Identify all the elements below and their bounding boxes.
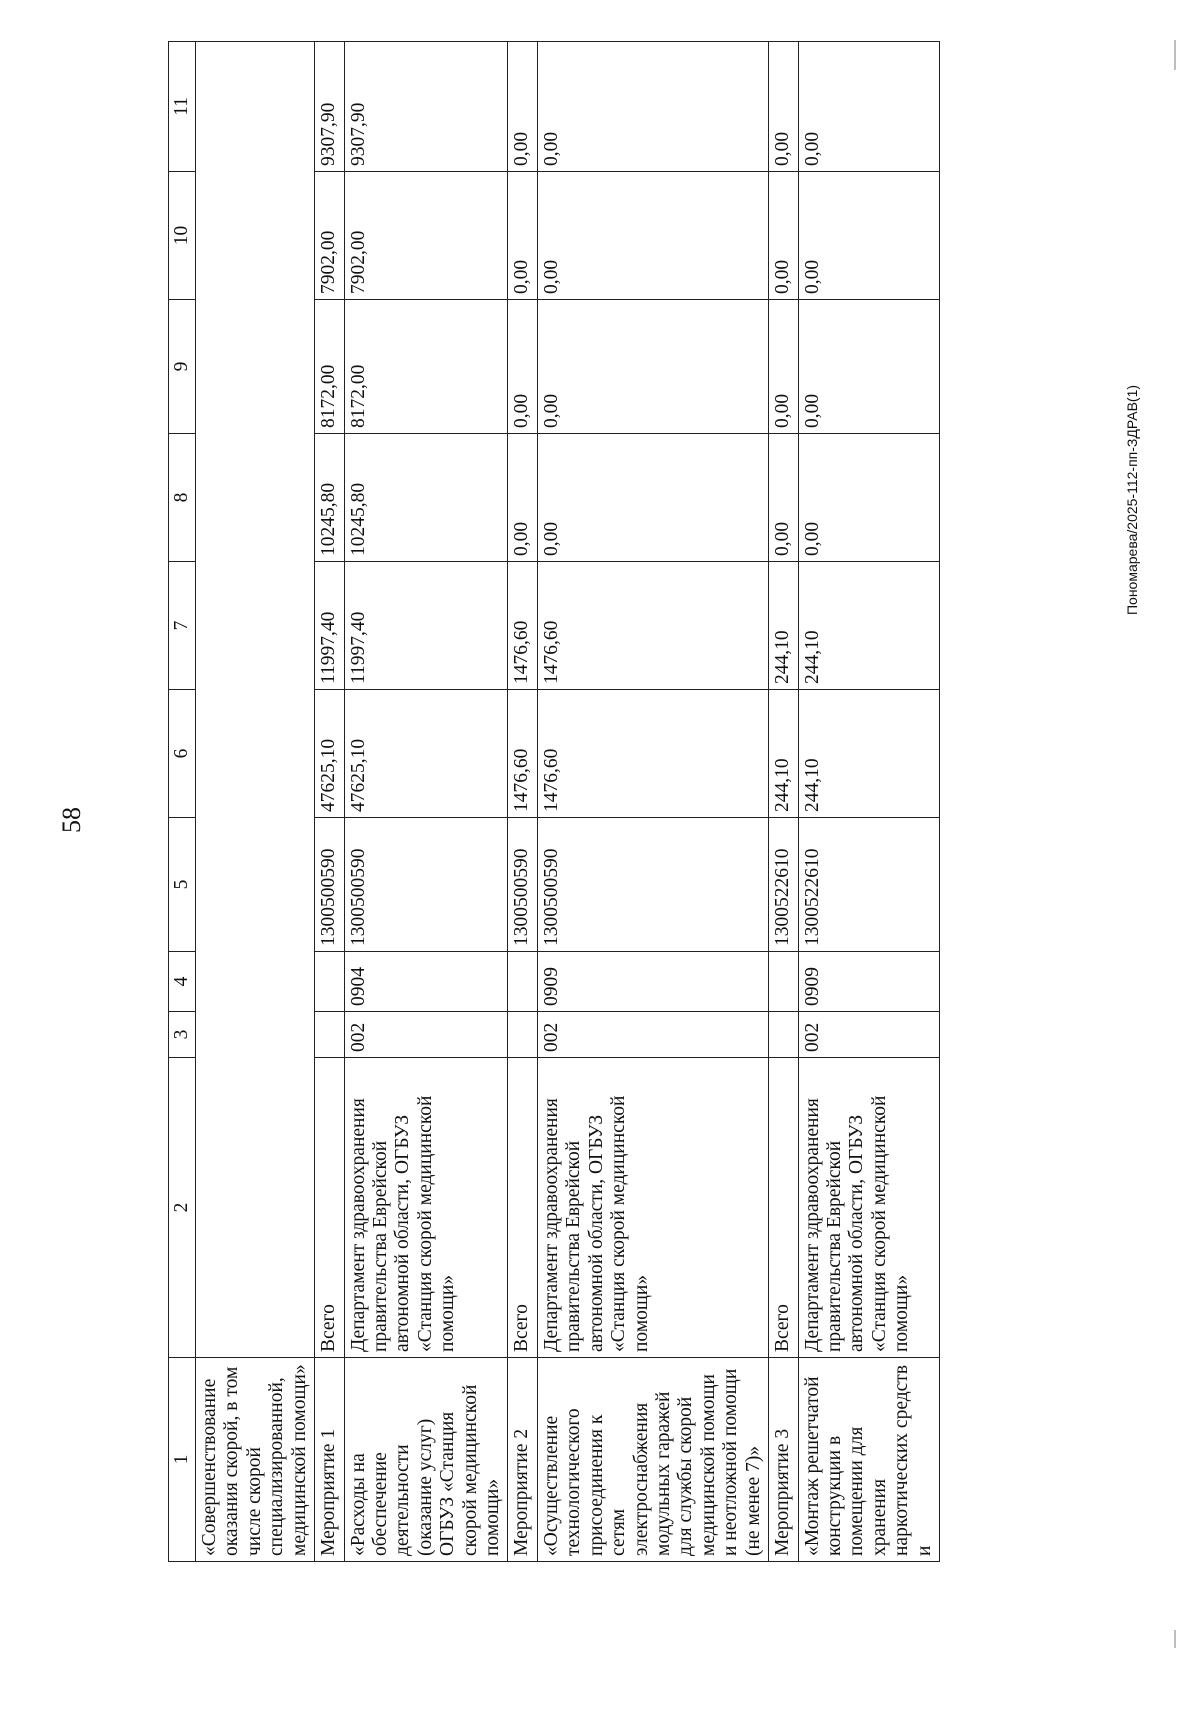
table-cell: 1476,60 [508, 690, 537, 818]
table-cell: 8172,00 [344, 300, 508, 434]
column-header: 6 [169, 690, 196, 818]
table-cell: 11997,40 [344, 562, 508, 690]
table-cell: 9307,90 [315, 42, 344, 172]
section-title-cell: «Совершенствование оказания скорой, в том числе скорой специализированной, медицинской помощи» [196, 1358, 315, 1562]
rotated-table-container [168, 42, 1104, 1562]
column-header: 11 [169, 42, 196, 172]
table-row-detail [537, 42, 768, 1562]
table-cell: 0,00 [508, 434, 537, 562]
column-header: 10 [169, 172, 196, 300]
table-cell: 1300500590 [344, 818, 508, 952]
table-cell: 1476,60 [537, 690, 768, 818]
table-cell: 0,00 [508, 172, 537, 300]
table-cell: Мероприятие 2 [508, 1358, 537, 1562]
table-cell: 0909 [537, 952, 768, 1012]
table-row-title [196, 42, 315, 1562]
table-cell: 244,10 [769, 690, 798, 818]
table-cell: 244,10 [769, 562, 798, 690]
table-cell: 1476,60 [537, 562, 768, 690]
table-row-group [315, 42, 344, 1562]
table-cell: Департамент здравоохранения правительства Еврейской автономной области, ОГБУЗ «Станция скорой медицинской помощи» [344, 1058, 508, 1358]
table-cell: Всего [508, 1058, 537, 1358]
header-row [169, 42, 196, 1562]
table-cell: «Монтаж решетчатой конструкции в помещении для хранения наркотических средств и [798, 1358, 940, 1562]
table-cell [315, 1012, 344, 1058]
table-cell: 10245,80 [344, 434, 508, 562]
table-cell: 244,10 [798, 562, 940, 690]
table-cell: «Осуществление технологического присоединения к сетям электроснабжения модульных гаражей для службы скорой медицинской помощи и неотложной помощи (не менее 7)» [537, 1358, 768, 1562]
column-header: 7 [169, 562, 196, 690]
table-cell: 1476,60 [508, 562, 537, 690]
document-code: Пономарева/2025-112-пп-ЗДРАВ(1) [1124, 384, 1140, 616]
table-cell: 0,00 [798, 42, 940, 172]
table-cell: 0,00 [537, 42, 768, 172]
table-cell: 244,10 [798, 690, 940, 818]
table-cell: 002 [798, 1012, 940, 1058]
table-cell: 0,00 [798, 300, 940, 434]
table-cell: 9307,90 [344, 42, 508, 172]
table-cell: «Расходы на обеспечение деятельности (оказание услуг) ОГБУЗ «Станция скорой медицинской помощи» [344, 1358, 508, 1562]
table-cell: 47625,10 [344, 690, 508, 818]
table-cell: 11997,40 [315, 562, 344, 690]
table-cell: 0,00 [769, 172, 798, 300]
table-cell: Мероприятие 1 [315, 1358, 344, 1562]
table-cell: 0,00 [798, 172, 940, 300]
table-cell: 47625,10 [315, 690, 344, 818]
scan-edge-mark [1174, 40, 1176, 70]
table-cell [769, 1012, 798, 1058]
table-cell: 0904 [344, 952, 508, 1012]
table-cell [508, 1012, 537, 1058]
table-cell: 7902,00 [344, 172, 508, 300]
table-cell: 0909 [798, 952, 940, 1012]
scan-edge-mark [1174, 1630, 1176, 1648]
table-row-group [769, 42, 798, 1562]
table-cell: 0,00 [769, 300, 798, 434]
table-cell: 0,00 [508, 300, 537, 434]
table-cell: 1300500590 [508, 818, 537, 952]
table-cell: 0,00 [537, 172, 768, 300]
table-cell [769, 952, 798, 1012]
table-cell: Всего [769, 1058, 798, 1358]
budget-table [168, 41, 940, 1562]
table-cell: 1300500590 [315, 818, 344, 952]
table-cell: Департамент здравоохранения правительства Еврейской автономной области, ОГБУЗ «Станция скорой медицинской помощи» [537, 1058, 768, 1358]
table-row-group [508, 42, 537, 1562]
column-header: 5 [169, 818, 196, 952]
column-header: 2 [169, 1058, 196, 1358]
table-cell: 1300522610 [769, 818, 798, 952]
table-cell: 1300522610 [798, 818, 940, 952]
table-cell: 7902,00 [315, 172, 344, 300]
column-header: 1 [169, 1358, 196, 1562]
table-cell: 0,00 [537, 300, 768, 434]
page-number: 58 [57, 807, 86, 833]
empty-cell [196, 42, 315, 1358]
column-header: 3 [169, 1012, 196, 1058]
table-row-detail [798, 42, 940, 1562]
table-cell: Всего [315, 1058, 344, 1358]
table-cell: 10245,80 [315, 434, 344, 562]
table-cell: 1300500590 [537, 818, 768, 952]
column-header: 4 [169, 952, 196, 1012]
table-cell: 0,00 [537, 434, 768, 562]
table-row-detail [344, 42, 508, 1562]
table-cell: Департамент здравоохранения правительства Еврейской автономной области, ОГБУЗ «Станция скорой медицинской помощи» [798, 1058, 940, 1358]
table-cell: 0,00 [798, 434, 940, 562]
column-header: 9 [169, 300, 196, 434]
table-cell [315, 952, 344, 1012]
table-cell: Мероприятие 3 [769, 1358, 798, 1562]
column-header: 8 [169, 434, 196, 562]
table-cell: 0,00 [769, 42, 798, 172]
table-cell: 002 [537, 1012, 768, 1058]
table-cell: 002 [344, 1012, 508, 1058]
table-cell: 8172,00 [315, 300, 344, 434]
table-cell: 0,00 [508, 42, 537, 172]
table-cell: 0,00 [769, 434, 798, 562]
table-cell [508, 952, 537, 1012]
